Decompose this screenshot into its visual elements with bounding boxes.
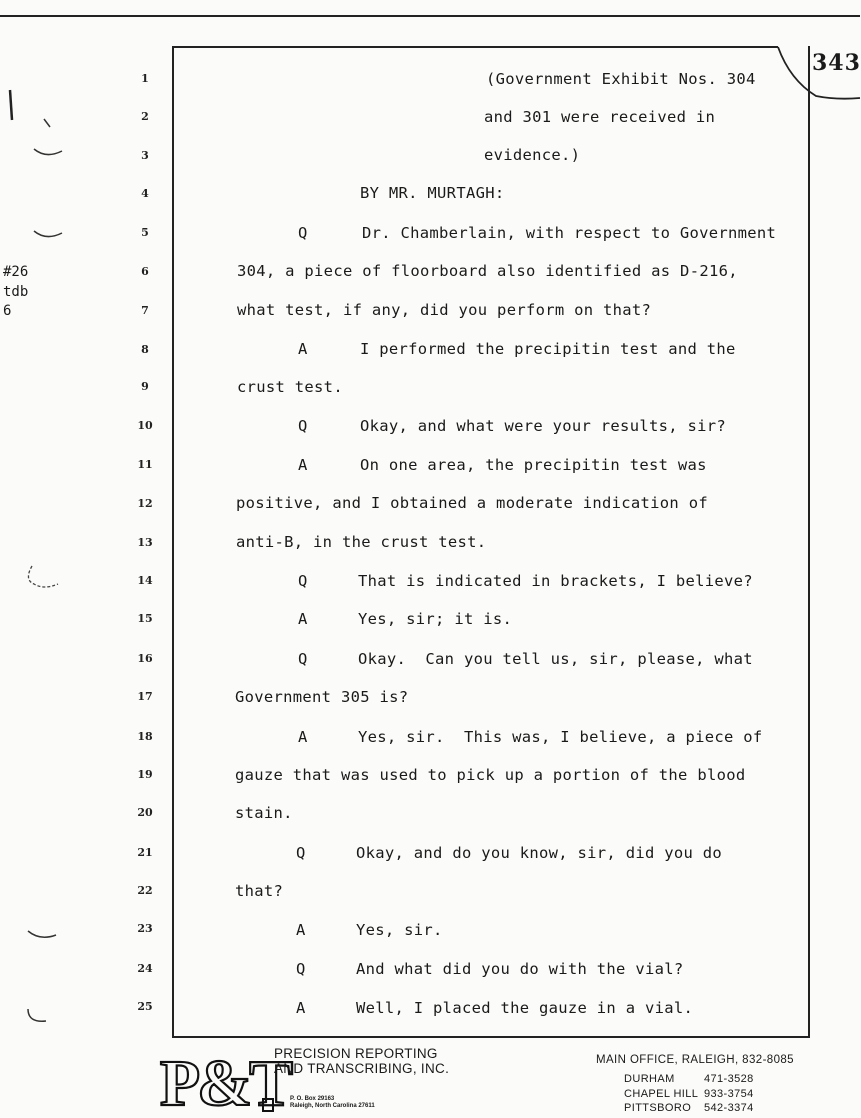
transcript-line: On one area, the precipitin test was	[360, 456, 707, 474]
line-number: 14	[137, 574, 153, 587]
company-name-line2: AND TRANSCRIBING, INC.	[274, 1061, 450, 1076]
speaker-marker: A	[298, 610, 308, 628]
line-number: 6	[141, 265, 149, 278]
company-address	[290, 1096, 375, 1110]
transcript-line: BY MR. MURTAGH:	[360, 184, 505, 202]
transcript-line: Okay, and do you know, sir, did you do	[356, 844, 723, 862]
line-number: 1	[141, 72, 149, 85]
speaker-marker: A	[298, 728, 308, 746]
line-number: 8	[141, 343, 149, 356]
address-line1: P. O. Box 29163	[290, 1096, 335, 1102]
margin-note-3: 6	[3, 303, 12, 319]
transcript-line: That is indicated in brackets, I believe?	[358, 572, 753, 590]
top-rule	[0, 15, 860, 17]
transcript-line: Yes, sir; it is.	[358, 610, 513, 628]
speaker-marker: Q	[298, 417, 308, 435]
transcript-line: Yes, sir. This was, I believe, a piece of	[358, 728, 763, 746]
line-number: 24	[137, 962, 153, 975]
office-city: PITTSBORO	[624, 1102, 692, 1114]
transcript-line: Dr. Chamberlain, with respect to Government	[362, 224, 777, 242]
transcript-line: and 301 were received in	[484, 108, 716, 126]
address-line2: Raleigh, North Carolina 27611	[290, 1103, 375, 1109]
page-number: 343	[812, 50, 861, 76]
line-number: 18	[137, 730, 153, 743]
line-number: 25	[137, 1000, 153, 1013]
line-number: 7	[141, 304, 149, 317]
office-city: DURHAM	[624, 1073, 675, 1085]
transcript-line: 304, a piece of floorboard also identified as D-216,	[237, 262, 738, 280]
transcript-line: anti-B, in the crust test.	[236, 533, 487, 551]
transcript-line: gauze that was used to pick up a portion of the blood	[235, 766, 746, 784]
office-pittsboro	[624, 1102, 754, 1114]
company-name	[274, 1046, 449, 1076]
main-office: MAIN OFFICE, RALEIGH, 832-8085	[596, 1054, 794, 1066]
office-phone: 933-3754	[704, 1088, 754, 1100]
transcript-line: what test, if any, did you perform on that?	[237, 301, 652, 319]
hole-punch-mark-icon	[22, 1005, 62, 1029]
company-logo	[159, 1043, 291, 1118]
line-number: 21	[137, 846, 153, 859]
line-number: 11	[137, 458, 153, 471]
speaker-marker: Q	[296, 844, 306, 862]
line-number: 9	[141, 380, 149, 393]
line-number: 17	[137, 690, 153, 703]
transcript-line: Okay, and what were your results, sir?	[360, 417, 727, 435]
office-chapel-hill	[624, 1088, 754, 1100]
speaker-marker: Q	[298, 572, 308, 590]
margin-note-1: #26	[3, 264, 29, 280]
line-number: 16	[137, 652, 153, 665]
margin-note-2: tdb	[3, 284, 29, 300]
line-number: 19	[137, 768, 153, 781]
transcript-line: evidence.)	[484, 146, 581, 164]
line-number: 3	[141, 149, 149, 162]
transcript-line: that?	[235, 882, 284, 900]
transcript-line: crust test.	[237, 378, 343, 396]
line-number: 10	[137, 419, 153, 432]
hole-punch-mark-icon	[24, 925, 64, 945]
transcript-line: And what did you do with the vial?	[356, 960, 684, 978]
hole-punch-mark-icon	[22, 560, 66, 594]
company-logo-text: P&T	[159, 1047, 291, 1118]
line-number: 5	[141, 226, 149, 239]
office-city: CHAPEL HILL	[624, 1088, 699, 1100]
office-durham	[624, 1073, 754, 1085]
transcript-line: Well, I placed the gauze in a vial.	[356, 999, 694, 1017]
office-phone: 542-3374	[704, 1102, 754, 1114]
speaker-marker: Q	[298, 650, 308, 668]
line-number: 22	[137, 884, 153, 897]
transcript-frame-top	[172, 46, 778, 48]
speaker-marker: Q	[296, 960, 306, 978]
transcript-line: I performed the precipitin test and the	[360, 340, 736, 358]
line-number: 12	[137, 497, 153, 510]
scan-mark-icon	[2, 88, 18, 122]
speaker-marker: A	[296, 999, 306, 1017]
line-number: 20	[137, 806, 153, 819]
speaker-marker: A	[296, 921, 306, 939]
transcript-line: positive, and I obtained a moderate indication of	[236, 494, 708, 512]
transcript-line: Okay. Can you tell us, sir, please, what	[358, 650, 753, 668]
speaker-marker: A	[298, 456, 308, 474]
transcript-line: Government 305 is?	[235, 688, 409, 706]
company-name-line1: PRECISION REPORTING	[274, 1046, 438, 1061]
hole-punch-mark-icon	[30, 115, 70, 165]
line-number: 2	[141, 110, 149, 123]
line-number: 23	[137, 922, 153, 935]
line-number: 4	[141, 187, 149, 200]
hole-punch-mark-icon	[30, 225, 70, 245]
line-number: 13	[137, 536, 153, 549]
transcript-line: Yes, sir.	[356, 921, 443, 939]
office-phone: 471-3528	[704, 1073, 754, 1085]
transcript-line: (Government Exhibit Nos. 304	[486, 70, 756, 88]
speaker-marker: Q	[298, 224, 308, 242]
line-number: 15	[137, 612, 153, 625]
speaker-marker: A	[298, 340, 308, 358]
transcript-line: stain.	[235, 804, 293, 822]
